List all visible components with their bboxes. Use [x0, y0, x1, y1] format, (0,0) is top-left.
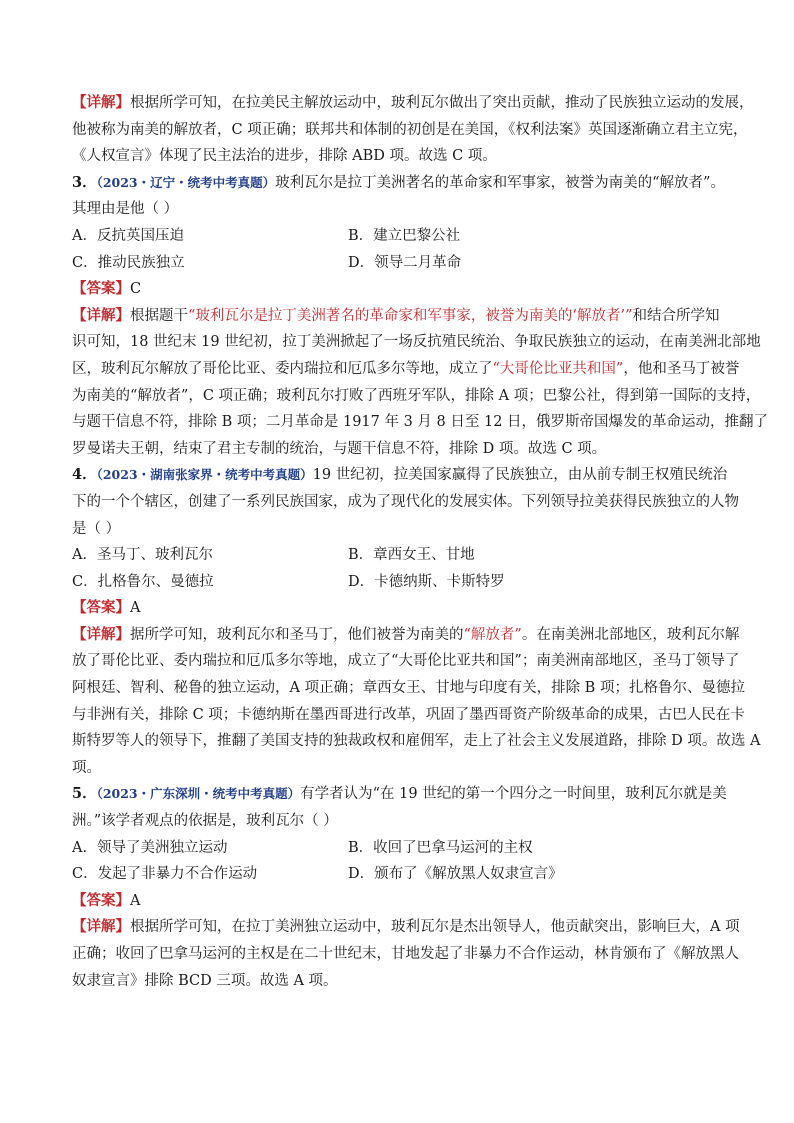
detail-label: 【详解】	[72, 625, 130, 643]
question-3-stem	[72, 196, 732, 223]
detail-label: 【详解】	[72, 306, 130, 324]
detail-text: 正确；收回了巴拿马运河的主权是在二十世纪末，甘地发起了非暴力不合作运动，林肯颁布了《解放黑人	[72, 946, 739, 962]
answer-line	[72, 595, 732, 622]
question-text: 其理由是他（ ）	[72, 201, 179, 218]
question-text: 有学者认为“在 19 世纪的第一个四分之一时间里，玻利瓦尔就是美	[300, 786, 727, 803]
question-4-options-row	[72, 569, 732, 596]
question-5-stem	[72, 808, 732, 835]
detail-text: 据所学可知，玻利瓦尔和圣马丁，他们被誉为南美的	[130, 626, 464, 643]
detail-quote: “大哥伦比亚共和国”	[492, 360, 624, 377]
detail-text: 识可知，18 世纪末 19 世纪初，拉丁美洲掀起了一场反抗殖民统治、争取民族独立的运动，在南美洲北部地	[72, 334, 761, 351]
detail-text: 罗曼诺夫王朝，结束了君主专制的统治，与题干信息不符，排除 D 项。故选 C 项。	[72, 440, 607, 457]
detail-text: 区，玻利瓦尔解放了哥伦比亚、委内瑞拉和厄瓜多尔等地，成立了	[72, 360, 493, 377]
detail-text: 和结合所学知	[632, 307, 720, 324]
detail-line	[72, 968, 732, 995]
answer-value: C	[130, 281, 142, 298]
detail-text: 为南美的“解放者”，C 项正确；玻利瓦尔打败了西班牙军队，排除 A 项；巴黎公社，得到第一国际的支持，	[72, 387, 761, 404]
detail-text: 根据题干	[130, 307, 188, 324]
question-5-options-row	[72, 835, 732, 862]
option-a: A．反抗英国压迫	[72, 227, 184, 244]
detail-line	[72, 622, 740, 649]
answer-label: 【答案】	[72, 599, 130, 617]
option-c: C．推动民族独立	[72, 254, 185, 271]
detail-label: 【详解】	[72, 94, 130, 111]
question-source: （2023・辽宁・统考中考真题）	[96, 174, 276, 190]
detail-text: 根据所学可知，在拉丁美洲独立运动中，玻利瓦尔是杰出领导人，他贡献突出，影响巨大，A 项	[130, 919, 740, 936]
option-c: C．扎格鲁尔、曼德拉	[72, 573, 214, 590]
question-number: 4．	[72, 466, 97, 484]
option-d: D．卡德纳斯、卡斯特罗	[348, 573, 505, 590]
detail-line	[72, 702, 745, 729]
option-b: B．章西女王、甘地	[348, 547, 475, 564]
detail-text: 《人权宣言》体现了民主法治的进步，排除 ABD 项。故选 C 项。	[72, 148, 497, 165]
detail-line	[72, 728, 761, 755]
detail-text: 他被称为南美的解放者，C 项正确；联邦共和体制的初创是在美国，《权利法案》英国逐渐确立君主立宪，	[72, 121, 748, 138]
question-text: 19 世纪初，拉美国家赢得了民族独立，由从前专制王权殖民统治	[312, 467, 728, 484]
detail-line	[72, 436, 732, 463]
question-3-stem	[72, 170, 732, 197]
detail-text: 根据所学可知，在拉美民主解放运动中，玻利瓦尔做出了突出贡献，推动了民族独立运动的发展，	[130, 95, 754, 111]
detail-text: 项。	[72, 759, 101, 776]
detail-line	[72, 90, 754, 117]
detail-quote: “解放者”	[463, 626, 522, 643]
option-b: B．建立巴黎公社	[348, 227, 461, 244]
option-d: D．领导二月革命	[348, 254, 462, 271]
question-5-options-row	[72, 861, 732, 888]
detail-text: 奴隶宣言》排除 BCD 三项。故选 A 项。	[72, 972, 338, 989]
answer-line	[72, 888, 732, 915]
answer-line	[72, 276, 732, 303]
detail-line	[72, 303, 732, 330]
detail-line	[72, 356, 740, 383]
detail-line	[72, 117, 748, 144]
question-text: 洲。”该学者观点的依据是，玻利瓦尔（ ）	[72, 813, 338, 830]
detail-line	[72, 409, 769, 436]
detail-text: 斯特罗等人的领导下，推翻了美国支持的独裁政权和雇佣军，走上了社会主义发展道路，排除 D 项。故选 A	[72, 733, 761, 750]
detail-line	[72, 941, 739, 968]
detail-line	[72, 675, 745, 702]
detail-text: 与非洲有关，排除 C 项；卡德纳斯在墨西哥进行改革，巩固了墨西哥资产阶级革命的成果，古巴人民在卡	[72, 706, 745, 723]
option-a: A．圣马丁、玻利瓦尔	[72, 547, 213, 564]
detail-line	[72, 755, 732, 782]
detail-text: 与题干信息不符，排除 B 项；二月革命是 1917 年 3 月 8 日至 12 日，俄罗斯帝国爆发的革命运动，推翻了	[72, 414, 769, 431]
detail-label: 【详解】	[72, 918, 130, 936]
detail-line	[72, 914, 740, 941]
detail-text: 。在南美洲北部地区，玻利瓦尔解	[521, 626, 740, 643]
answer-value: A	[130, 892, 141, 909]
question-3-options-row	[72, 223, 732, 250]
detail-text: 阿根廷、智利、秘鲁的独立运动，A 项正确；章西女王、甘地与印度有关，排除 B 项；扎格鲁尔、曼德拉	[72, 680, 745, 697]
question-number: 5．	[72, 785, 97, 803]
detail-line	[72, 383, 761, 410]
detail-line	[72, 648, 740, 675]
detail-text: 放了哥伦比亚、委内瑞拉和厄瓜多尔等地，成立了“大哥伦比亚共和国”；南美洲南部地区，圣马丁领导了	[72, 653, 740, 670]
question-4-stem	[72, 489, 739, 516]
question-4-stem	[72, 462, 732, 489]
option-d: D．颁布了《解放黑人奴隶宣言》	[348, 866, 563, 883]
option-a: A．领导了美洲独立运动	[72, 839, 228, 856]
question-source: （2023・湖南张家界・统考中考真题）	[96, 467, 313, 483]
question-number: 3．	[72, 173, 97, 191]
question-text: 玻利瓦尔是拉丁美洲著名的革命家和军事家，被誉为南美的“解放者”。	[275, 174, 725, 191]
question-4-stem	[72, 516, 732, 543]
document-page	[72, 90, 769, 994]
question-3-options-row	[72, 250, 732, 277]
answer-label: 【答案】	[72, 280, 130, 298]
question-4-options-row	[72, 542, 732, 569]
answer-value: A	[130, 600, 141, 617]
detail-line	[72, 329, 761, 356]
detail-text: ，他和圣马丁被誉	[623, 360, 740, 377]
question-source: （2023・广东深圳・统考中考真题）	[96, 786, 301, 802]
detail-line	[72, 143, 732, 170]
question-5-stem	[72, 781, 732, 808]
option-c: C．发起了非暴力不合作运动	[72, 866, 258, 883]
question-text: 下的一个个辖区，创建了一系列民族国家，成为了现代化的发展实体。下列领导拉美获得民族独立的人物	[72, 493, 739, 510]
detail-quote: “玻利瓦尔是拉丁美洲著名的革命家和军事家，被誉为南美的‘解放者’”	[188, 307, 633, 324]
question-text: 是（ ）	[72, 520, 121, 537]
option-b: B．收回了巴拿马运河的主权	[348, 839, 533, 856]
answer-label: 【答案】	[72, 891, 130, 909]
